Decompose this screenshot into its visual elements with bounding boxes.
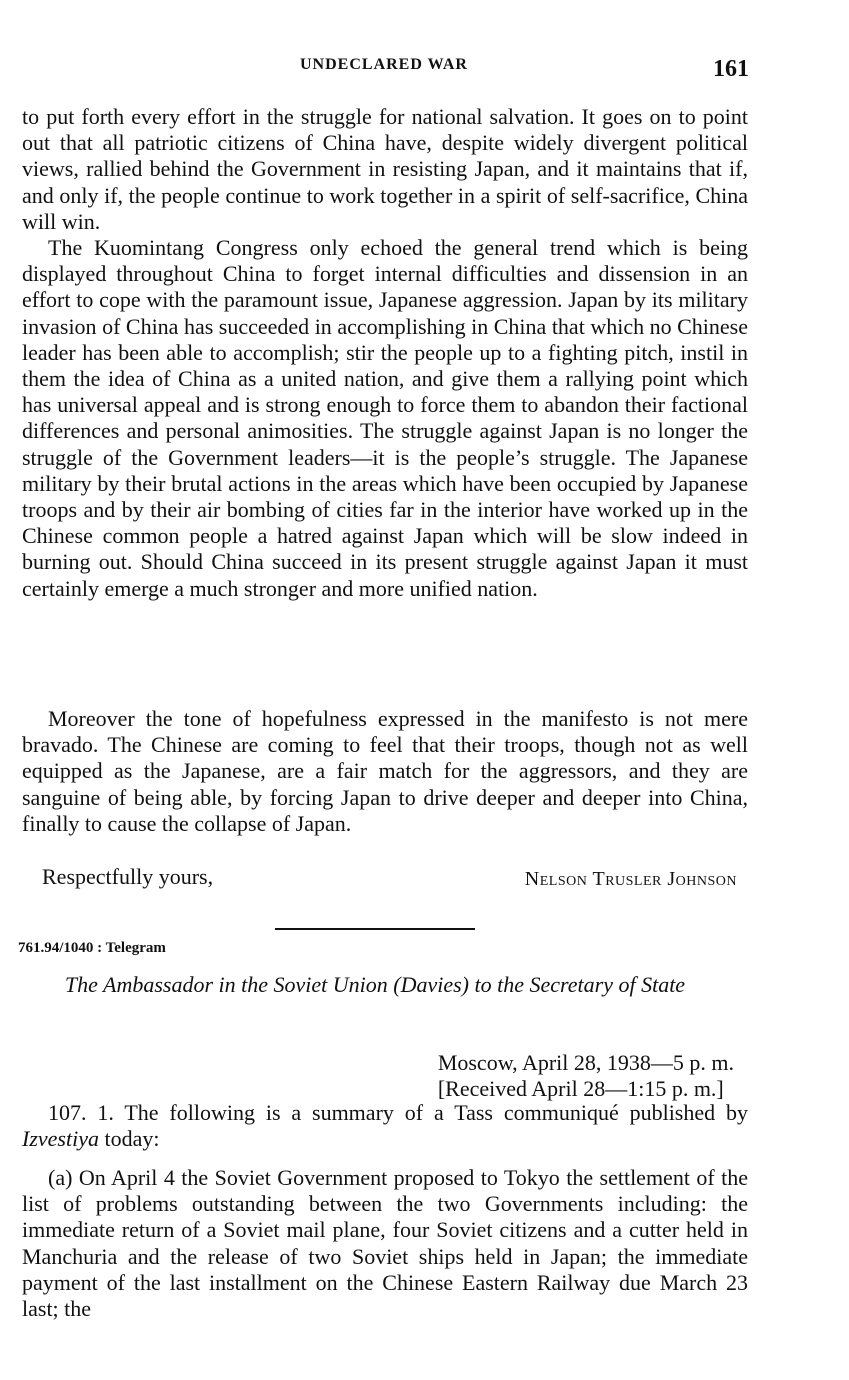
source-publication: Izvestiya — [22, 1126, 99, 1152]
letter-paragraph-3: Moreover the tone of hopefulness expressed in the manifesto is not mere bravado. The Chinese are coming to feel that their troops, though not as well equipped as the Japanese, are a fair match for the aggressors, and they are sanguine of being able, by forcing Japan to drive deeper and deeper into China, finally to cause the collapse of Japan. — [22, 706, 748, 836]
telegram-paragraph-intro — [22, 1100, 748, 1152]
running-title: UNDECLARED WAR — [300, 56, 468, 73]
letter-signature: Nelson Trusler Johnson — [524, 868, 737, 890]
letter-paragraph-1: to put forth every effort in the struggle for national salvation. It goes on to point out that all patriotic citizens of China have, despite widely divergent political views, rallied behind the Government in resisting Japan, and it maintains that if, and only if, the people continue to work together in a spirit of self-sacrifice, China will win. — [22, 104, 748, 234]
page-number: 161 — [713, 56, 749, 82]
telegram-dateline-block — [438, 1050, 734, 1102]
file-reference: 761.94/1040 : Telegram — [18, 940, 166, 956]
telegram-title: The Ambassador in the Soviet Union (Davies) to the Secretary of State — [64, 972, 686, 997]
section-divider — [275, 928, 475, 930]
telegram-received: [Received April 28—1:15 p. m.] — [437, 1076, 724, 1101]
telegram-item-a — [22, 1165, 748, 1322]
letter-paragraph-2: The Kuomintang Congress only echoed the general trend which is being displayed throughout China to forget internal difficulties and dissension in an effort to cope with the paramount issue, Japanese aggression. Japan by its military invasion of China has succeeded in accomplishing in China that which no Chinese leader has been able to accomplish; stir the people up to a fighting pitch, instil in them the idea of China as a united nation, and give them a rallying point which has universal appeal and is strong enough to force them to abandon their factional differences and personal animosities. The struggle against Japan is no longer the struggle of the Government leaders—it is the people’s struggle. The Japanese military by their brutal actions in the areas which have been occupied by Japanese troops and by their air bombing of cities far in the interior have worked up in the Chinese common people a hatred against Japan which will be slow indeed in burning out. Should China succeed in its present struggle against Japan it must certainly emerge a much stronger and more unified nation. — [22, 235, 748, 601]
intro-text: 1. The following is a summary of a Tass communiqué published by — [97, 1100, 749, 1125]
item-a-text: On April 4 the Soviet Government proposed to Tokyo the settlement of the list of problems outstanding between the two Governments including: the immediate return of a Soviet mail plane, four Soviet citizens and a cutter held in Manchuria and the release of two Soviet ships held in Japan; the immediate payment of the last installment on the Chinese Eastern Railway due March 23 last; the — [22, 1165, 748, 1322]
telegram-dateline: Moscow, April 28, 1938—5 p. m. — [437, 1050, 734, 1075]
intro-end: today: — [104, 1126, 160, 1152]
letter-closing: Respectfully yours, — [42, 864, 214, 889]
paragraph-number: 107. — [48, 1100, 87, 1125]
item-a-label: (a) — [48, 1165, 73, 1190]
